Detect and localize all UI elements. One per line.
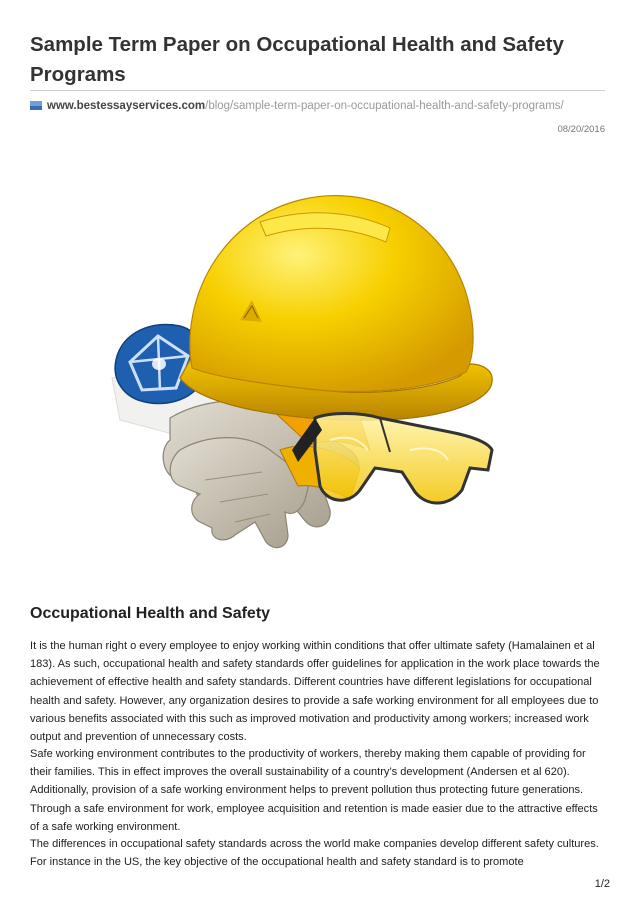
source-line <box>30 98 564 114</box>
publish-date: 08/20/2016 <box>557 124 605 135</box>
section-heading: Occupational Health and Safety <box>30 605 271 622</box>
page-title: Sample Term Paper on Occupational Health and Safety Programs <box>30 33 564 86</box>
source-domain-link[interactable]: www.bestessayservices.com <box>47 100 206 112</box>
paragraph-1: It is the human right o every employee to enjoy working within conditions that offer ultimate safety (Hamalainen et al 183). As such, occupational health and safety standards offer guidelines for application in the work place towards the achievement of effective health and safety standards. Different countries have different legislations for occupational health and safety. However, any organization desires to provide a safe working environment for all employees due to various benefits associated with this such as improved motivation and productivity among workers; increased work output and prevention of unnecessary costs. <box>30 640 600 744</box>
safety-equipment-image <box>30 150 605 590</box>
paragraph-3: The differences in occupational safety standards across the world make companies develop different safety cultures. For instance in the US, the key objective of the occupational health and safety standard is to promote <box>30 838 599 869</box>
paragraph-2: Safe working environment contributes to the productivity of workers, thereby making them capable of providing for their families. This in effect improves the overall sustainability of a country’s development (Andersen et al 620). Additionally, provision of a safe working environment helps to prevent pollution thus protecting future generations. Through a safe environment for work, employee acquisition and retention is made easier due to the attractive effects of a safe working environment. <box>30 748 598 833</box>
title-divider <box>30 90 605 91</box>
site-favicon-icon <box>30 99 42 108</box>
source-path: /blog/sample-term-paper-on-occupational-health-and-safety-programs/ <box>205 100 564 112</box>
page-number: 1/2 <box>594 878 610 890</box>
